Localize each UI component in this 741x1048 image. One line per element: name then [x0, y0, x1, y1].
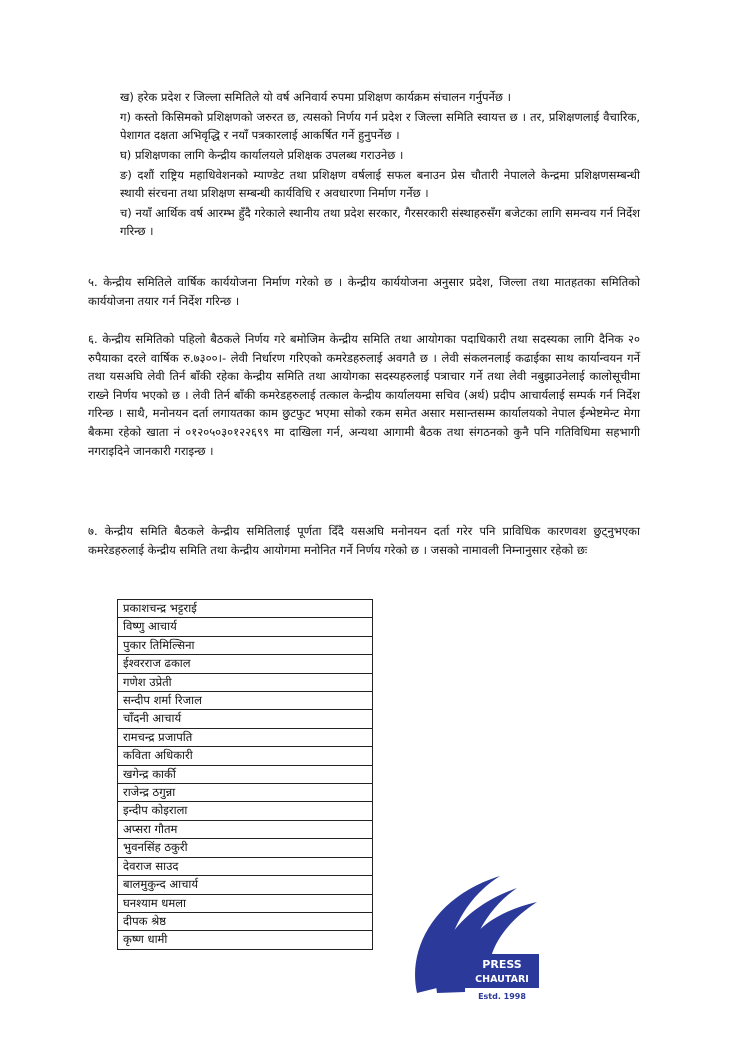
name-cell: भुवनसिंह ठकुरी: [118, 839, 373, 857]
table-row: [118, 857, 373, 875]
subsection-gha: घ) प्रशिक्षणका लागि केन्द्रीय कार्यालयले प्रशिक्षक उपलब्ध गराउनेछ ।: [120, 148, 404, 162]
table-row: [118, 912, 373, 930]
name-cell: खगेन्द्र कार्की: [118, 765, 373, 783]
table-row: [118, 894, 373, 912]
logo-line-chautari: CHAUTARI: [475, 974, 529, 985]
name-cell: ईश्वरराज ढकाल: [118, 655, 373, 673]
table-row: [118, 692, 373, 710]
name-cell: दीपक श्रेष्ठ: [118, 912, 373, 930]
name-cell: कृष्ण धामी: [118, 931, 373, 949]
table-row: [118, 636, 373, 654]
table-row: [118, 710, 373, 728]
paragraph-6: ६. केन्द्रीय समितिको पहिलो बैठकले निर्णय गरे बमोजिम केन्द्रीय समिति तथा आयोगका पदाधिकारी तथा सदस्यका लागि दैनिक २० रुपैयाका दरले वार्षिक रु.७३००।- लेवी निर्धारण गरिएको कमरेडहरुलाई अवगतै छ । लेवी संकलनलाई कढाईका साथ कार्यान्वयन गर्ने तथा यसअघि लेवी तिर्न बाँकी रहेका केन्द्रीय समिति तथा आयोगका सदस्यहरुलाई पत्राचार गर्ने तथा लेवी नबुझाउनेलाई कालोसूचीमा राख्ने निर्णय भएको छ । लेवी तिर्न बाँकी कमरेडहरुलाई तत्काल केन्द्रीय कार्यालयमा सचिव (अर्थ) प्रदीप आचार्यलाई सम्पर्क गर्न निर्देश गरिन्छ । साथै, मनोनयन दर्ता लगायतका काम छुटफुट भएमा सोको रकम समेत असार मसान्तसम्म कार्यालयको नेपाल ईन्भेष्टमेन्ट मेगा बैकमा रहेको खाता नं ०१२०५०३०१२२६९९ मा दाखिला गर्न, अन्यथा आगामी बैठक तथा संगठनको कुनै पनि गतिविधिमा सहभागी नगराइदिने जानकारी गराइन्छ ।: [88, 332, 640, 458]
name-cell: अप्सरा गौतम: [118, 820, 373, 838]
paragraph-7: ७. केन्द्रीय समिति बैठकले केन्द्रीय समितिलाई पूर्णता दिँदै यसअघि मनोनयन दर्ता गरेर पनि प्राविधिक कारणवश छुट्नुभएका कमरेडहरुलाई केन्द्रीय समिति तथा केन्द्रीय आयोगमा मनोनित गर्ने निर्णय गरेको छ । जसको नामावली निम्नानुसार रहेको छः: [88, 524, 640, 557]
table-row: [118, 820, 373, 838]
press-chautari-logo: [405, 868, 545, 1003]
table-row: [118, 784, 373, 802]
table-row: [118, 802, 373, 820]
table-row: [118, 655, 373, 673]
table-row: [118, 765, 373, 783]
table-row: [118, 931, 373, 949]
nominee-names-table: [117, 599, 373, 950]
name-cell: इन्दीप कोइराला: [118, 802, 373, 820]
logo-estd: Estd. 1998: [478, 992, 526, 1001]
name-cell: चाँदनी आचार्य: [118, 710, 373, 728]
name-cell: प्रकाशचन्द्र भट्टराई: [118, 600, 373, 618]
name-cell: रामचन्द्र प्रजापति: [118, 728, 373, 746]
table-row: [118, 876, 373, 894]
name-cell: पुकार तिमिल्सिना: [118, 636, 373, 654]
subsection-kha: ख) हरेक प्रदेश र जिल्ला समितिले यो वर्ष अनिवार्य रुपमा प्रशिक्षण कार्यक्रम संचालन गर्नुपर्नेछ ।: [120, 90, 511, 104]
name-cell: देवराज साउद: [118, 857, 373, 875]
logo-line-press: PRESS: [482, 958, 522, 971]
name-cell: विष्णु आचार्य: [118, 618, 373, 636]
table-row: [118, 618, 373, 636]
table-row: [118, 747, 373, 765]
name-cell: कविता अधिकारी: [118, 747, 373, 765]
name-cell: घनश्याम धमला: [118, 894, 373, 912]
subsection-list: [120, 88, 640, 242]
table-row: [118, 728, 373, 746]
subsection-nga: ङ) दशौं राष्ट्रिय महाधिवेशनको म्याण्डेट तथा प्रशिक्षण वर्षलाई सफल बनाउन प्रेस चौतारी नेपालले केन्द्रमा प्रशिक्षणसम्बन्धी स्थायी संरचना तथा प्रशिक्षण सम्बन्धी कार्यविधि र अवधारणा निर्माण गर्नेछ ।: [120, 168, 640, 200]
name-cell: राजेन्द्र ठगुन्ना: [118, 784, 373, 802]
table-row: [118, 839, 373, 857]
name-cell: सन्दीप शर्मा रिजाल: [118, 692, 373, 710]
table-row: [118, 673, 373, 691]
table-row: [118, 600, 373, 618]
paragraph-5: ५. केन्द्रीय समितिले वार्षिक कार्ययोजना निर्माण गरेको छ । केन्द्रीय कार्ययोजना अनुसार प्रदेश, जिल्ला तथा मातहतका समितिको कार्ययोजना तयार गर्न निर्देश गरिन्छ ।: [88, 275, 640, 308]
name-cell: गणेश उप्रेती: [118, 673, 373, 691]
name-cell: बालमुकुन्द आचार्य: [118, 876, 373, 894]
subsection-cha: च) नयाँ आर्थिक वर्ष आरम्भ हुँदै गरेकाले स्थानीय तथा प्रदेश सरकार, गैरसरकारी संस्थाहरुसँग बजेटका लागि समन्वय गर्न निर्देश गरिन्छ ।: [120, 206, 640, 238]
subsection-ga: ग) कस्तो किसिमको प्रशिक्षणको जरुरत छ, त्यसको निर्णय गर्न प्रदेश र जिल्ला समिति स्वायत्त छ । तर, प्रशिक्षणलाई वैचारिक, पेशागत दक्षता अभिवृद्धि र नयाँ पत्रकारलाई आकर्षित गर्ने हुनुपर्नेछ ।: [120, 110, 640, 142]
